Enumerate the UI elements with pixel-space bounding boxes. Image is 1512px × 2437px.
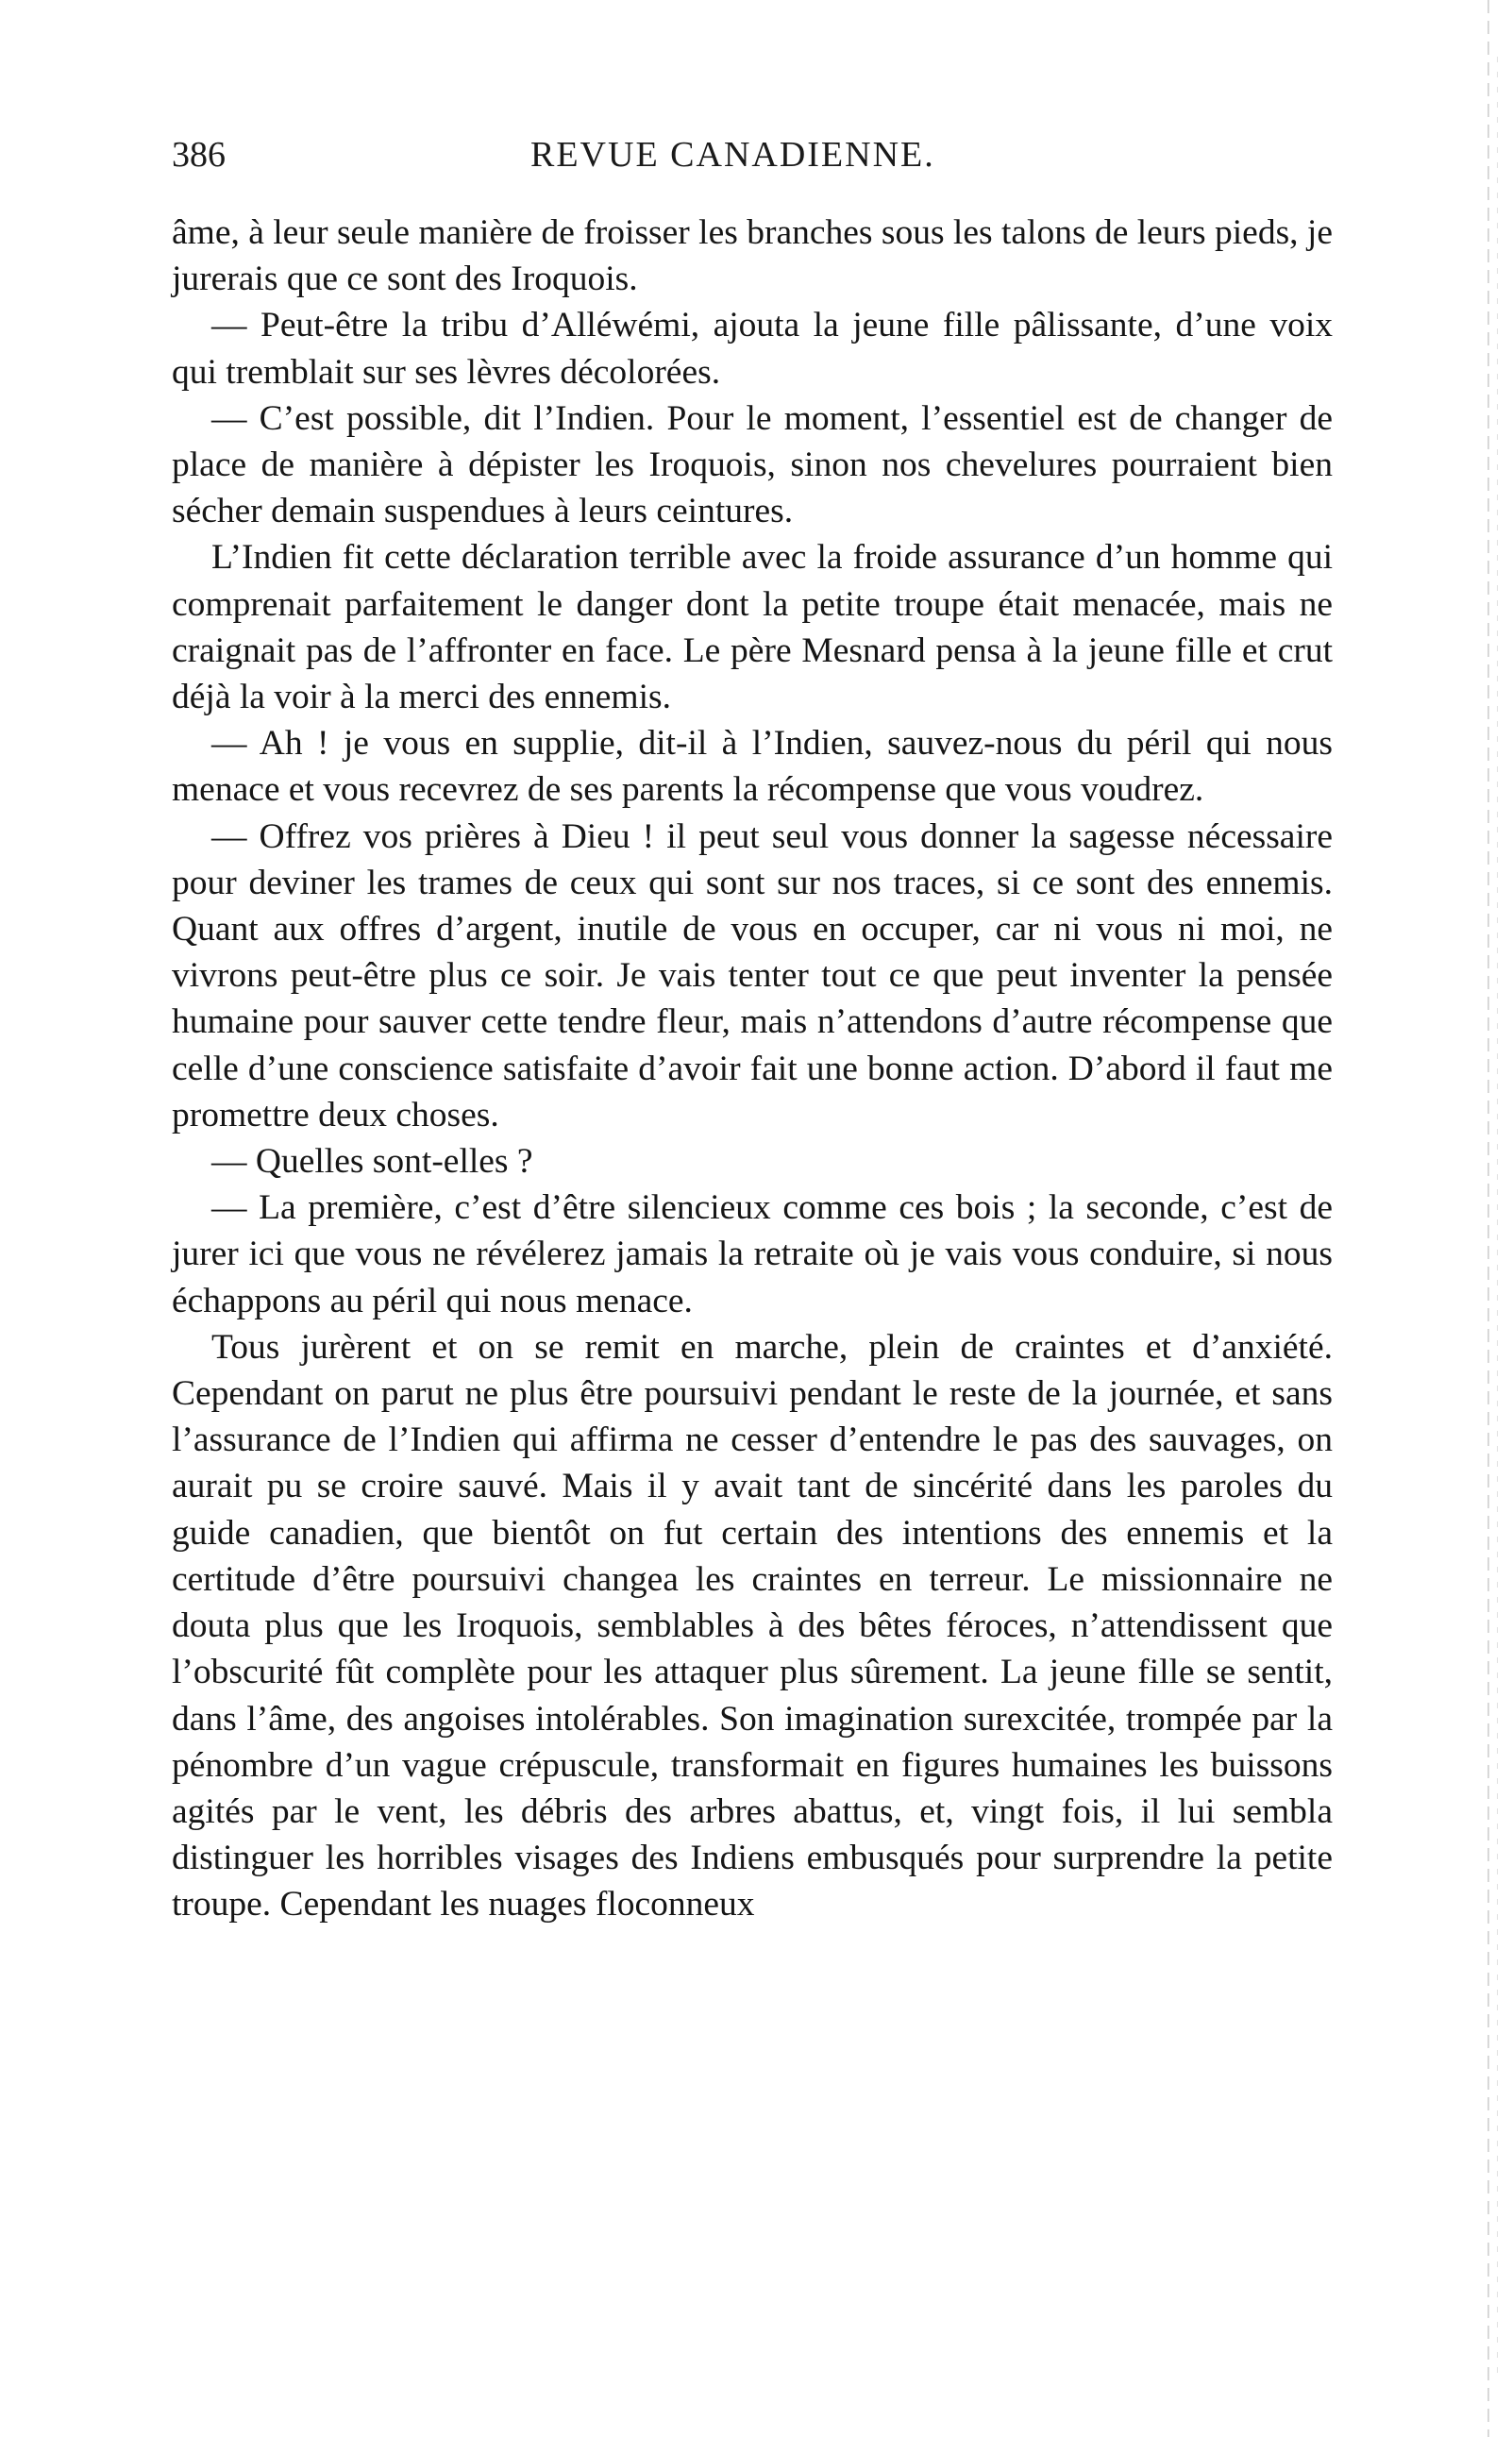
body-text bbox=[172, 210, 1333, 1928]
paragraph-dialogue: — Peut-être la tribu d’Alléwémi, ajouta la jeune fille pâlissante, d’une voix qui tremblait sur ses lèvres décolorées. bbox=[172, 306, 1333, 392]
page-number: 386 bbox=[172, 135, 226, 175]
paragraph-dialogue: — Offrez vos prières à Dieu ! il peut seul vous donner la sagesse nécessaire pour deviner les trames de ceux qui sont sur nos traces, si ce sont des ennemis. Quant aux offres d’argent, inutile de vous en occuper, car ni vous ni moi, ne vivrons peut-être plus ce soir. Je vais tenter tout ce que peut inventer la pensée humaine pour sauver cette tendre fleur, mais n’attendons d’autre récompense que celle d’une conscience satisfaite d’avoir fait une bonne action. D’abord il faut me promettre deux choses. bbox=[172, 816, 1333, 1134]
paragraph: Tous jurèrent et on se remit en marche, plein de craintes et d’anxiété. Cependant on parut ne plus être poursuivi pendant le reste de la journée, et sans l’assurance de l’Indien qui affirma ne cesser d’entendre le pas des sauvages, on aurait pu se croire sauvé. Mais il y avait tant de sincérité dans les paroles du guide canadien, que bientôt on fut certain des intentions des ennemis et la certitude d’être poursuivi changea les craintes en terreur. Le missionnaire ne douta plus que les Iroquois, semblables à des bêtes féroces, n’attendissent que l’obscurité fût complète pour les attaquer plus sûrement. La jeune fille se sentit, dans l’âme, des angoises intolérables. Son imagination surexcitée, trompée par la pénombre d’un vague crépuscule, transformait en figures humaines les buissons agités par le vent, les débris des arbres abattus, et, vingt fois, il lui sembla distinguer les horribles visages des Indiens embusqués pour surprendre la petite troupe. Cependant les nuages floconneux bbox=[172, 1327, 1333, 1924]
page-header bbox=[172, 134, 1333, 181]
page-edge-scan-artifact bbox=[1487, 0, 1489, 2437]
running-title: REVUE CANADIENNE. bbox=[530, 135, 935, 175]
paragraph-dialogue: — C’est possible, dit l’Indien. Pour le moment, l’essentiel est de changer de place de manière à dépister les Iroquois, sinon nos chevelures pourraient bien sécher demain suspendues à leurs ceintures. bbox=[172, 398, 1333, 531]
paragraph-dialogue: — Ah ! je vous en supplie, dit-il à l’Indien, sauvez-nous du péril qui nous menace et vous recevrez de ses parents la récompense que vous voudrez. bbox=[172, 724, 1333, 810]
paragraph: L’Indien fit cette déclaration terrible avec la froide assurance d’un homme qui comprenait parfaitement le danger dont la petite troupe était menacée, mais ne craignait pas de l’affronter en face. Le père Mesnard pensa à la jeune fille et crut déjà la voir à la merci des ennemis. bbox=[172, 538, 1333, 717]
paragraph-dialogue: — Quelles sont-elles ? bbox=[211, 1142, 533, 1182]
page-edge-scan-artifact bbox=[1497, 57, 1498, 2378]
paragraph-dialogue: — La première, c’est d’être silencieux comme ces bois ; la seconde, c’est de jurer ici que vous ne révélerez jamais la retraite où je vais vous conduire, si nous échappons au péril qui nous menace. bbox=[172, 1188, 1333, 1320]
paragraph-continuation: âme, à leur seule manière de froisser les branches sous les talons de leurs pieds, je jurerais que ce sont des Iroquois. bbox=[172, 213, 1333, 299]
